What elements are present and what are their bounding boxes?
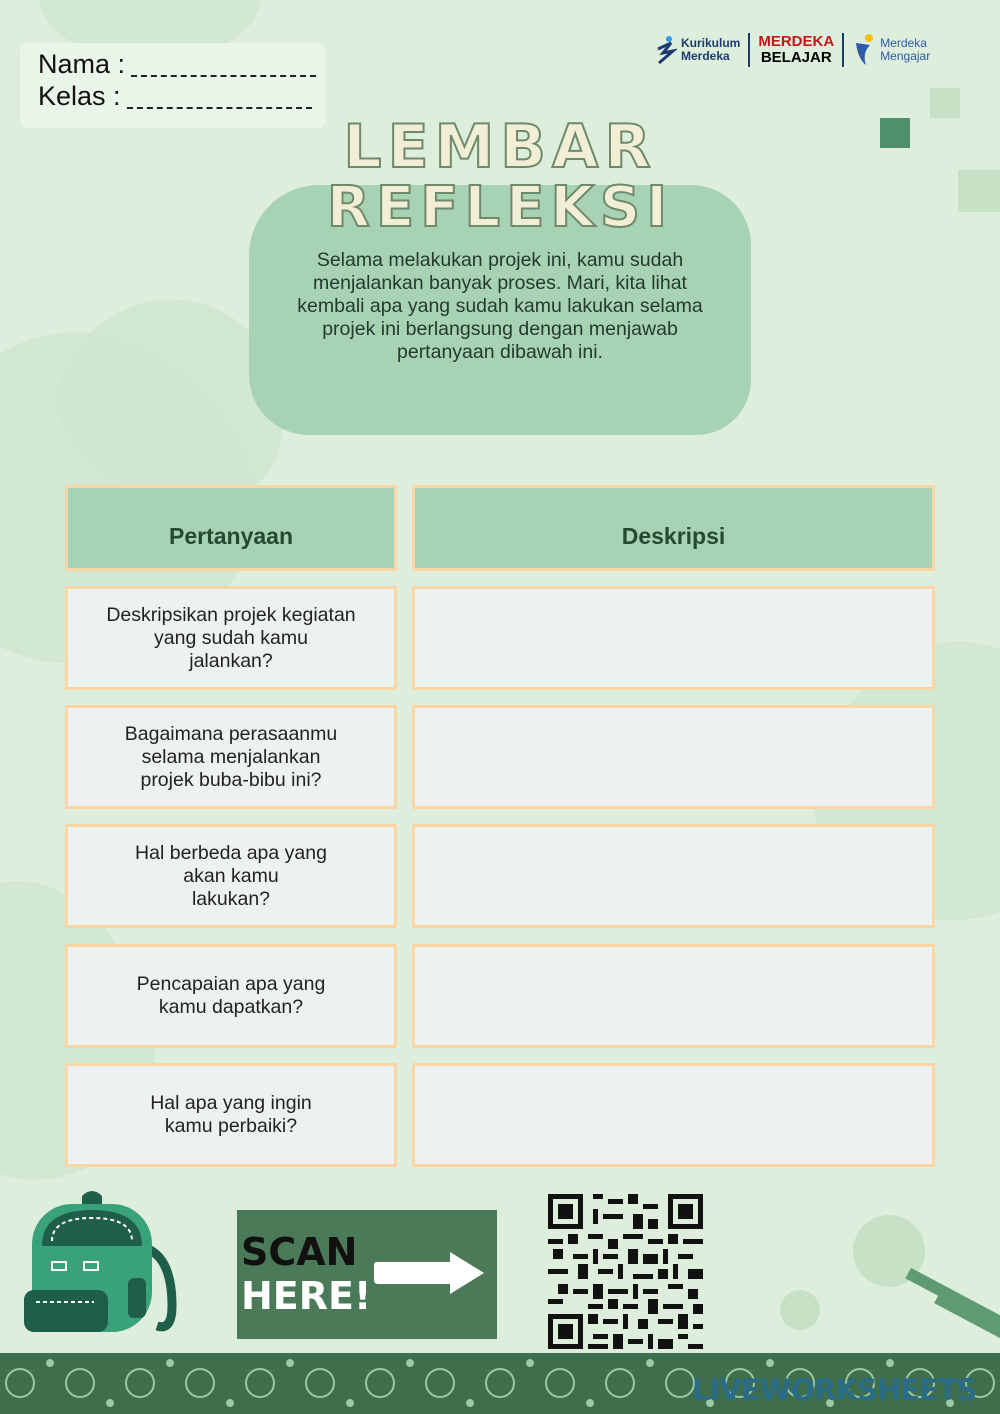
class-field[interactable]: [38, 81, 312, 112]
page-title-line1: LEMBAR: [343, 112, 657, 182]
answer-cell[interactable]: [412, 824, 935, 928]
header-pertanyaan: Pertanyaan: [65, 485, 397, 571]
mengajar-line1: Merdeka: [880, 36, 927, 50]
kurikulum-text: Kurikulum: [681, 36, 741, 50]
name-field[interactable]: [38, 49, 316, 80]
header-logos: [655, 30, 945, 70]
class-blank[interactable]: [127, 107, 312, 109]
merdeka-text: Merdeka: [681, 49, 730, 63]
arrow-right-icon: [372, 1250, 487, 1296]
qr-code[interactable]: [548, 1194, 703, 1354]
question-cell: [65, 824, 397, 928]
answer-cell[interactable]: [412, 705, 935, 809]
scan-line1: SCAN: [241, 1230, 358, 1274]
merdeka-belajar-logo: [758, 34, 834, 66]
logo-divider: [842, 33, 844, 67]
class-label: Kelas :: [38, 81, 121, 111]
name-blank[interactable]: [131, 75, 316, 77]
backpack-icon: [22, 1186, 182, 1336]
answer-cell[interactable]: [412, 944, 935, 1048]
question-cell: [65, 944, 397, 1048]
merdeka-mengajar-logo: [852, 33, 930, 67]
kurikulum-merdeka-logo: [655, 35, 740, 65]
scan-here-text: [241, 1230, 371, 1318]
answer-cell[interactable]: [412, 586, 935, 690]
question-text: Hal berbeda apa yang akan kamu lakukan?: [135, 841, 327, 910]
mengajar-line2: Mengajar: [880, 49, 931, 63]
question-text: Pencapaian apa yang kamu dapatkan?: [136, 973, 326, 1018]
merdeka-belajar-line2: BELAJAR: [760, 49, 832, 66]
merdeka-belajar-line1: MERDEKA: [758, 33, 835, 50]
name-label: Nama :: [38, 49, 126, 79]
kurikulum-merdeka-icon: [655, 35, 677, 65]
question-text: Bagaimana perasaanmu selama menjalankan projek buba-bibu ini?: [124, 722, 338, 791]
intro-text: Selama melakukan projek ini, kamu sudah menjalankan banyak proses. Mari, kita lihat kembali apa yang sudah kamu lakukan selama projek ini berlangsung dengan menjawab pertanyaan dibawah ini.: [297, 249, 703, 363]
scan-here-banner: [237, 1210, 497, 1339]
question-cell: [65, 586, 397, 690]
circle-decoration: [780, 1290, 820, 1330]
merdeka-mengajar-icon: [852, 33, 876, 67]
scan-line2: HERE!: [241, 1274, 372, 1318]
question-text: Hal apa yang ingin kamu perbaiki?: [150, 1092, 312, 1137]
answer-cell[interactable]: [412, 1063, 935, 1167]
logo-divider: [748, 33, 750, 67]
liveworksheets-watermark: LIVEWORKSHEETS: [692, 1373, 977, 1407]
question-cell: [65, 1063, 397, 1167]
question-text: Deskripsikan projek kegiatan yang sudah kamu jalankan?: [106, 603, 356, 672]
page-title-line2: REFLEKSI: [326, 175, 674, 240]
question-cell: [65, 705, 397, 809]
header-deskripsi: Deskripsi: [412, 485, 935, 571]
